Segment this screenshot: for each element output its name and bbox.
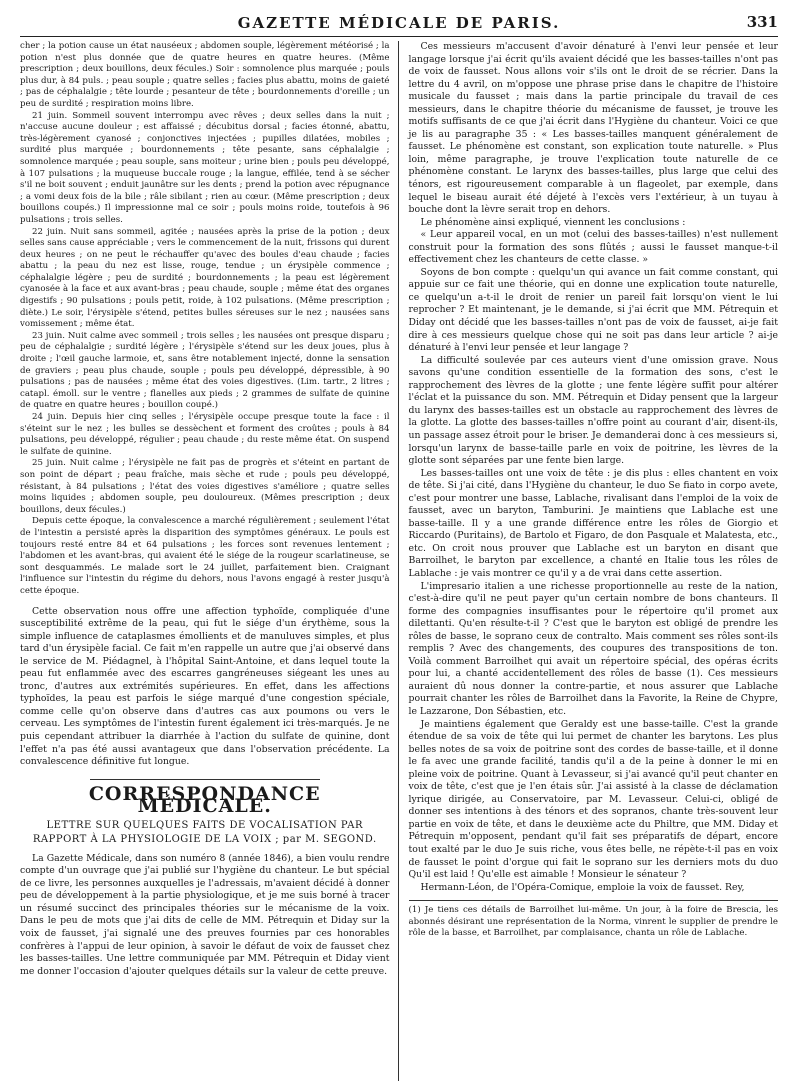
- right-column: [399, 41, 779, 1081]
- two-column-body: [20, 41, 778, 1081]
- letter-paragraph: Le phénomène ainsi expliqué, viennent les conclusions :: [420, 216, 686, 228]
- letter-paragraph: Les basses-tailles ont une voix de tête : je dis plus : elles chantent en voix de tête. Si j'ai cité, dans l'Hygiène du chanteur, le duo Se fiato in corpo avete, c'est pour montrer une basse, Lablache, rivalisant dans l'emploi de la voix de fausset, avec un baryton, Tamburini. Je maintiens que Lablache est une basse-taille. Il y a une grande différence entre les rôles de Giorgio et Riccardo (Puritains), de Bartolo et Figaro, de don Pasquale et Malatesta, etc., etc. On croit nous prouver que Lablache est un baryton en disant que Barroilhet, le baryton par excellence, a chanté en Italie tous les rôles de Lablache : je vais montrer ce qu'il y a de vrai dans cette assertion.: [408, 467, 778, 579]
- left-column: [20, 41, 399, 1081]
- page-header: [20, 12, 778, 37]
- section-divider: [90, 779, 320, 780]
- letter-title: LETTRE SUR QUELQUES FAITS DE VOCALISATION PAR RAPPORT À LA PHYSIOLOGIE DE LA VOIX ; par M. SEGOND.: [32, 819, 377, 845]
- case-paragraph: 22 juin. Nuit sans sommeil, agitée ; nausées après la prise de la potion ; deux selles sans cause appréciable ; vers le commencement de la nuit, frissons qui durent deux heures ; on ne peut le réchauffer qu'avec des boules d'eau chaude ; facies abattu ; la peau du nez est lisse, rouge, tendue ; un érysipèle commence ; céphalalgie légère ; peu de surdité ; bourdonnements ; la peau est légèrement cyanosée à la face et aux avant-bras ; peau chaude, souple ; même état des organes digestifs ; 90 pulsations ; pouls petit, roide, à 102 pulsations. (Même prescription ; diète.) Le soir, l'érysipèle s'étend, petites bulles séreuses sur le nez ; nausées sans vomissement ; même état.: [20, 226, 390, 330]
- observation-commentary: [20, 606, 390, 769]
- journal-title: GAZETTE MÉDICALE DE PARIS.: [237, 14, 561, 32]
- observation-paragraph: Cette observation nous offre une affection typhoïde, compliquée d'une susceptibilité extrême de la peau, qui fut le siége d'un érythème, sous la simple influence de cataplasmes émollients et de manuluves simples, et plus tard d'un érysipèle facial. Ce fait m'en rappelle un autre que j'ai observé dans le service de M. Piédagnel, à l'hôpital Saint-Antoine, et dans lequel toute la peau fut enflammée avec des escarres gangréneuses siégeant les unes au tronc, d'autres aux extrémités supérieures. En effet, dans les affections typhoïdes, la peau est parfois le siége marqué d'une congestion spéciale, comme celle qu'on observe dans d'autres cas aux poumons ou vers le cerveau. Les symptômes de l'intestin furent également ici très-marqués. Je ne puis cependant attribuer la diarrhée à l'action du sulfate de quinine, dont l'effet n'a pas été aussi avantageux que dans l'observation précédente. La convalescence définitive fut longue.: [20, 605, 390, 768]
- case-paragraph: cher ; la potion cause un état nauséeux ; abdomen souple, légèrement météorisé ; la potion n'est plus donnée que de quatre heures en quatre heures. (Même prescription ; deux bouillons, deux fécules.) Soir : somnolence plus marquée ; pouls plus dur, à 84 puls. ; peau souple ; quatre selles ; facies plus abattu, moins de gaieté ; pas de céphalalgie ; tête lourde ; pesanteur de tête ; bourdonnements d'oreille ; un peu de surdité ; respiration moins libre.: [20, 41, 390, 109]
- section-title: CORRESPONDANCE MÉDICALE.: [88, 782, 321, 818]
- letter-intro: [20, 853, 390, 978]
- case-paragraph: 24 juin. Depuis hier cinq selles ; l'érysipèle occupe presque toute la face : il s'éteint sur le nez ; les bulles se dessèchent et forment des croûtes ; pouls à 84 pulsations, peu développé, régulier ; peau chaude ; du reste même état. On suspend le sulfate de quinine.: [20, 412, 390, 457]
- letter-paragraph: Je maintiens également que Geraldy est une basse-taille. C'est la grande étendue de sa voix de tête qui lui permet de chanter les barytons. Les plus belles notes de sa voix de poitrine sont des cordes de basse-taille, et il donne le fa avec une grande facilité, tandis qu'il a de la peine à donner le mi en pleine voix de poitrine. Quant à Levasseur, si j'ai avancé qu'il peut chanter en voix de tête, c'est que je l'en étais sûr. J'ai assisté à la classe de déclamation lyrique dirigée, au Conservatoire, par M. Levasseur. Celui-ci, obligé de donner ses intentions à des ténors et des sopranos, chante très-souvent leur partie en voix de tête, et dans le deuxième acte du Philtre, que MM. Diday et Pétrequin m'opposent, pendant qu'il fait ses préparatifs de départ, encore tout exalté par le duo Je suis riche, vous êtes belle, ne répète-t-il pas en voix de fausset le point d'orgue qui fait le soprano sur les derniers mots du duo Qu'il est laid ! Qu'elle est aimable ! Monsieur le sénateur ?: [408, 718, 778, 881]
- letter-paragraph: L'impresario italien a une richesse proportionnelle au reste de la nation, c'est-à-dire qu'il ne peut payer qu'un certain nombre de bons chanteurs. Il forme des compagnies insuffisantes pour le répertoire qu'il promet aux dilettanti. Qu'en résulte-t-il ? C'est que le baryton est obligé de prendre les rôles de basse, le soprano ceux de contralto. Mais comment ses rôles sont-ils remplis ? Avec des changements, des coupures des transpositions de ton. Voilà comment Barroilhet qui avait un répertoire spécial, des opéras écrits pour lui, a chanté accidentellement des rôles de basse (1). Ces messieurs auraient dû nous donner la contre-partie, et nous assurer que Lablache pourrait chanter les rôles de Barroilhet dans la Favorite, la Reine de Chypre, le Lazzarone, Don Sébastien, etc.: [408, 580, 778, 717]
- letter-quote: « Leur appareil vocal, en un mot (celui des basses-tailles) n'est nullement construit pour la formation des sons flûtés ; aussi le fausset manque-t-il effectivement chez les chanteurs de cette classe. »: [408, 229, 778, 266]
- letter-paragraph: Ces messieurs m'accusent d'avoir dénaturé à l'envi leur pensée et leur langage lorsque j'ai écrit qu'ils avaient décidé que les basses-tailles n'ont pas de voix de fausset. Nous allons voir s'ils ont le droit de se récrier. Dans la lettre du 4 avril, on m'oppose une phrase prise dans le chapitre de l'histoire musicale du fausset ; mais dans la partie principale du travail de ces messieurs, dans le chapitre théorie du mécanisme de fausset, je trouve les motifs suffisants de ce que j'ai écrit dans l'Hygiène du chanteur. Voici ce que je lis au paragraphe 35 : « Les basses-tailles manquent généralement de fausset. Le phénomène est constant, son explication toute naturelle. » Plus loin, même paragraphe, je trouve l'explication toute naturelle de ce phénomène constant. Le larynx des basses-tailles, plus large que celui des ténors, est rigoureusement comparable à un flageolet, par exemple, dans lequel le biseau aurait été déjeté à l'excès vers l'extérieur, à un tuyau à bouche dont la lèvre serait trop en dehors.: [408, 41, 778, 216]
- case-paragraph: 21 juin. Sommeil souvent interrompu avec rêves ; deux selles dans la nuit ; n'accuse aucune douleur ; est affaissé ; décubitus dorsal ; facies étonné, abattu, très-légèrement cyanosé ; conjonctives injectées ; pupilles dilatées, mobiles ; surdité plus marquée ; bourdonnements ; tête pesante, sans céphalalgie ; somnolence marquée ; peau souple, sans moiteur ; urine bien ; pouls peu développé, à 107 pulsations ; la muqueuse buccale rouge ; la langue, effilée, tend à se sécher s'il ne boit souvent ; enduit jaunâtre sur les dents ; prend la potion avec répugnance ; a vomi deux fois de la bile ; râle sibilant ; rien au cœur. (Même prescription ; deux bouillons coupés.) Il impressionne mal ce soir ; pouls moins roide, toutefois à 96 pulsations ; trois selles.: [20, 110, 390, 225]
- letter-paragraph: Soyons de bon compte : quelqu'un qui avance un fait comme constant, qui appuie sur ce fait une théorie, qui en donne une explication toute naturelle, ce quelqu'un a-t-il le droit de renier un pareil fait lorsqu'on vient le lui reprocher ? Et maintenant, je le demande, si j'ai écrit que MM. Pétrequin et Diday ont décidé que les basses-tailles n'ont pas de voix de fausset, ai-je fait dire à ces messieurs quelque chose qui ne soit pas dans leur article ? ai-je dénaturé à l'envi leur pensée et leur langage ?: [408, 266, 778, 354]
- case-paragraph: 25 juin. Nuit calme ; l'érysipèle ne fait pas de progrès et s'éteint en partant de son point de départ ; peau fraîche, mais sèche et rude ; pouls peu développé, résistant, à 84 pulsations ; l'état des voies digestives s'améliore ; quatre selles moins liquides ; abdomen souple, peu douloureux. (Mêmes prescription ; deux bouillons, deux fécules.): [20, 458, 390, 515]
- case-paragraph: 23 juin. Nuit calme avec sommeil ; trois selles ; les nausées ont presque disparu ; peu de céphalalgie ; surdité légère ; l'érysipèle s'étend sur les deux joues, plus à droite ; l'œil gauche larmoie, et, sans être notablement injecté, donne la sensation de graviers ; peau plus chaude, souple ; pouls peu développé, dépressible, à 90 pulsations ; pas de nausées ; même état des voies digestives. (Lim. tartr., 2 litres ; catapl. émoll. sur le ventre ; flanelles aux pieds ; 2 grammes de sulfate de quinine de quatre en quatre heures ; bouillon coupé.): [20, 330, 390, 411]
- case-report: [20, 41, 390, 598]
- footnote: (1) Je tiens ces détails de Barroilhet lui-même. Un jour, à la foire de Brescia, les abonnés désirant une représentation de la Norma, vinrent le supplier de prendre le rôle de la basse, et Barroilhet, par complaisance, chanta un rôle de Lablache.: [409, 900, 779, 940]
- letter-paragraph: La difficulté soulevée par ces auteurs vient d'une omission grave. Nous savons qu'une condition essentielle de la formation des sons, c'est le rapprochement des lèvres de la glotte ; une fente légère suffit pour altérer l'éclat et la puissance du son. MM. Pétrequin et Diday pensent que la largeur du larynx des basses-tailles est un obstacle au rapprochement des lèvres de la glotte. La glotte des basses-tailles n'offre point au courant d'air, disent-ils, un passage assez étroit pour le briser. Je demanderai donc à ces messieurs si, lorsqu'un larynx de basse-taille parle en voix de poitrine, les lèvres de la glotte sont séparées par une fente bien large.: [408, 354, 778, 467]
- page-number: 331: [746, 13, 778, 31]
- letter-paragraph: Hermann-Léon, de l'Opéra-Comique, emploie la voix de fausset. Rey,: [420, 881, 745, 893]
- letter-paragraph: La Gazette Médicale, dans son numéro 8 (année 1846), a bien voulu rendre compte d'un ouvrage que j'ai publié sur l'hygiène du chanteur. Le but spécial de ce livre, les personnes auxquelles je l'adressais, m'avaient décidé à donner peu de développement à la partie physiologique, et je me suis borné à tracer un résumé succinct des principales théories sur le mécanisme de la voix. Dans le peu de mots que j'ai dits de celle de MM. Pétrequin et Diday sur la voix de fausset, j'ai signalé une des preuves fournies par ces honorables confrères à l'appui de leur opinion, à savoir le défaut de voix de fausset chez les basses-tailles. Une lettre communiquée par MM. Pétrequin et Diday vient me donner l'occasion d'ajouter quelques détails sur la valeur de cette preuve.: [20, 852, 390, 977]
- case-paragraph: Depuis cette époque, la convalescence a marché régulièrement ; seulement l'état de l'intestin a persisté après la disparition des symptômes généraux. Le pouls est toujours resté entre 84 et 64 pulsations ; les forces sont revenues lentement ; l'abdomen et les avant-bras, qui avaient été le siége de la rougeur scarlatineuse, se sont desquammés. Le malade sort le 24 juillet, parfaitement bien. Craignant l'influence sur l'intestin du régime du dehors, nous l'avons engagé à rester jusqu'à cette époque.: [20, 516, 390, 596]
